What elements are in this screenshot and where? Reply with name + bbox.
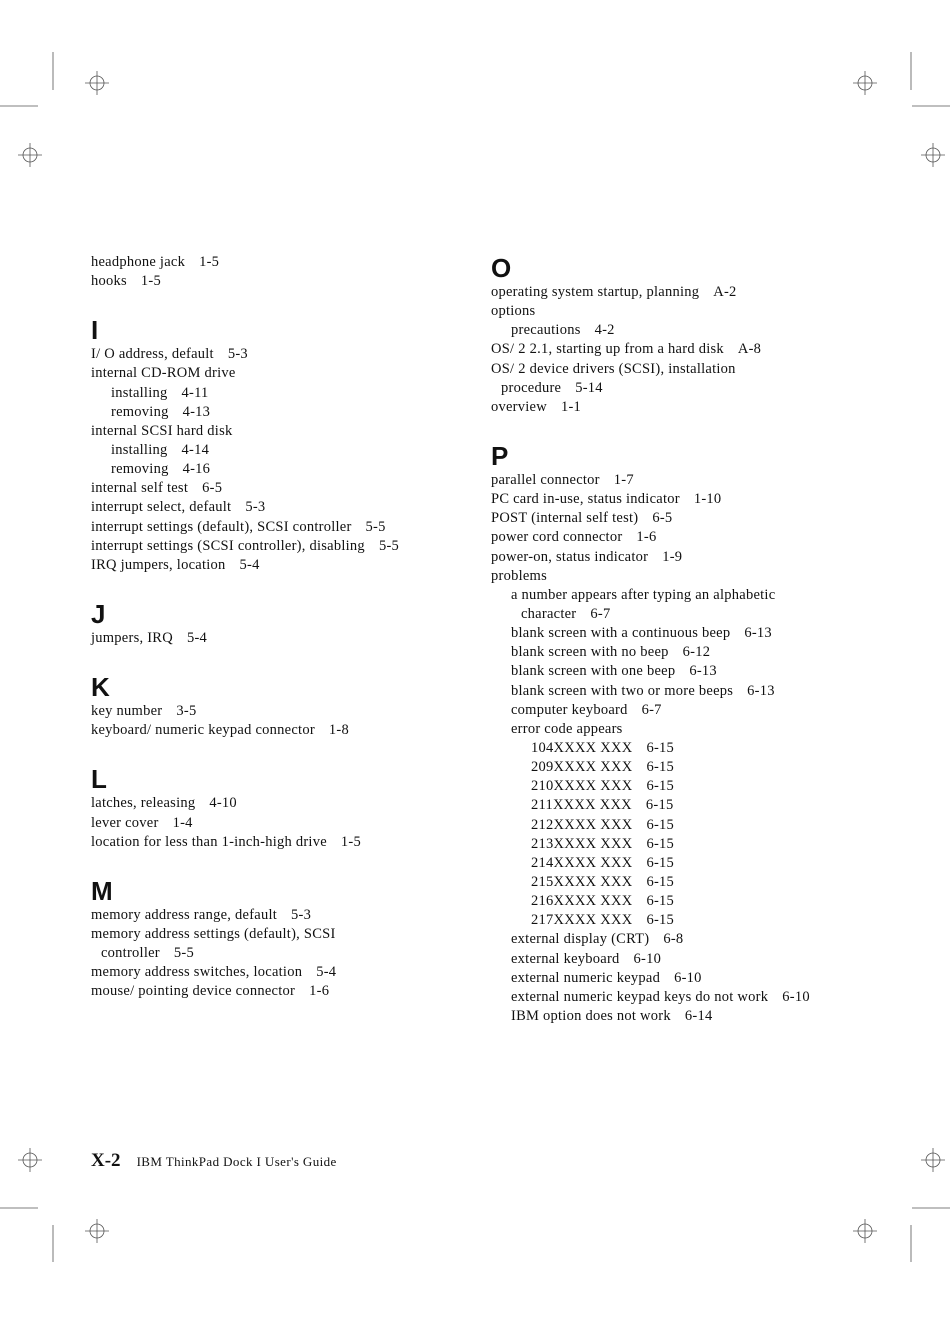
index-entry <box>91 384 471 403</box>
page-reference: 6-15 <box>646 739 675 756</box>
index-term: 214XXXX XXX <box>531 854 633 871</box>
page-reference: 4-11 <box>181 384 209 401</box>
index-entry <box>491 490 931 509</box>
index-term: mouse/ pointing device connector <box>91 983 296 1000</box>
index-entry <box>491 988 931 1007</box>
registration-mark-icon <box>853 71 877 95</box>
index-term: controller <box>101 945 160 962</box>
index-entry <box>491 283 931 302</box>
index-entry <box>491 911 931 930</box>
index-term: parallel connector <box>491 471 600 488</box>
index-entry <box>91 944 471 963</box>
page-reference: A-8 <box>737 341 762 358</box>
page-reference: 1-5 <box>199 254 220 270</box>
index-entry <box>91 364 471 383</box>
index-term: computer keyboard <box>511 701 628 718</box>
index-term: power-on, status indicator <box>491 548 649 565</box>
index-entry <box>91 556 471 575</box>
index-term: location for less than 1-inch-high drive <box>91 833 327 850</box>
index-term: operating system startup, planning <box>491 284 700 300</box>
index-entry <box>491 605 931 624</box>
index-term: blank screen with a continuous beep <box>511 625 731 642</box>
index-term: key number <box>91 703 163 720</box>
index-entry <box>91 460 471 479</box>
index-entry <box>91 537 471 556</box>
index-entry <box>491 739 931 758</box>
page-reference: 4-16 <box>182 461 211 478</box>
index-entry <box>491 796 931 815</box>
section-gap <box>491 417 931 441</box>
index-entry <box>491 835 931 854</box>
index-entry <box>491 930 931 949</box>
page-reference: 6-10 <box>633 950 662 967</box>
index-entry <box>91 814 471 833</box>
index-term: memory address switches, location <box>91 964 303 981</box>
index-term: external numeric keypad <box>511 969 661 986</box>
index-entry <box>491 360 931 379</box>
index-term: PC card in-use, status indicator <box>491 491 680 508</box>
index-term: external display (CRT) <box>511 931 650 948</box>
index-entry <box>91 963 471 982</box>
index-letter-heading: K <box>91 672 110 703</box>
page-reference: 4-14 <box>181 441 210 458</box>
page-reference: 5-5 <box>173 945 194 962</box>
page-reference: 6-15 <box>645 797 674 814</box>
page-reference: 6-15 <box>646 778 675 795</box>
page-reference: 6-7 <box>641 701 662 718</box>
index-term: IRQ jumpers, location <box>91 556 226 573</box>
index-entry <box>491 777 931 796</box>
index-entry <box>491 528 931 547</box>
registration-mark-icon <box>18 143 42 167</box>
registration-mark-icon <box>18 1148 42 1172</box>
index-entry <box>91 629 471 648</box>
page-reference: 6-15 <box>646 873 675 890</box>
index-letter-heading: I <box>91 315 99 346</box>
index-term: internal SCSI hard disk <box>91 422 233 439</box>
index-entry <box>91 479 471 498</box>
page-reference: 6-15 <box>646 759 675 776</box>
index-entry <box>491 321 931 340</box>
index-entry <box>491 471 931 490</box>
index-term: 216XXXX XXX <box>531 893 633 910</box>
page-reference: 1-8 <box>328 722 349 739</box>
page-reference: 1-5 <box>140 273 161 290</box>
index-term: problems <box>491 567 547 584</box>
index-term: memory address settings (default), SCSI <box>91 925 336 942</box>
index-entry <box>491 379 931 398</box>
page-reference: 6-10 <box>674 969 702 986</box>
page-reference: 6-5 <box>652 510 673 527</box>
index-column-right <box>491 253 931 1026</box>
index-entry <box>491 548 931 567</box>
index-term: overview <box>491 398 547 415</box>
index-term: character <box>521 605 577 622</box>
index-entry <box>491 873 931 892</box>
page-reference: 1-4 <box>172 814 193 831</box>
page-reference: 1-6 <box>636 529 657 546</box>
index-entry <box>491 302 931 321</box>
index-term: latches, releasing <box>91 795 196 812</box>
page-reference: 6-10 <box>782 988 810 1005</box>
section-gap <box>91 852 471 876</box>
page-reference: 5-4 <box>239 556 260 573</box>
index-term: procedure <box>501 379 562 396</box>
section-gap <box>91 648 471 672</box>
page-reference: 5-4 <box>316 964 337 981</box>
page-reference: 4-10 <box>209 795 237 812</box>
index-term: internal self test <box>91 480 189 497</box>
page-reference: 6-8 <box>663 931 684 948</box>
index-term: IBM option does not work <box>511 1007 671 1024</box>
page-reference: 4-13 <box>182 403 211 420</box>
index-entry <box>91 906 471 925</box>
registration-mark-icon <box>853 1219 877 1243</box>
index-entry <box>91 925 471 944</box>
page-reference: 6-15 <box>646 854 675 871</box>
index-column-left <box>91 253 471 1002</box>
index-letter-heading: J <box>91 598 106 629</box>
index-term: 104XXXX XXX <box>531 739 633 756</box>
index-term: 215XXXX XXX <box>531 873 633 890</box>
index-term: POST (internal self test) <box>491 510 639 527</box>
index-term: removing <box>111 403 169 420</box>
index-term: 210XXXX XXX <box>531 778 633 795</box>
index-term: options <box>491 303 536 320</box>
registration-mark-icon <box>921 143 945 167</box>
index-term: 211XXXX XXX <box>531 797 632 814</box>
index-entry <box>491 1007 931 1026</box>
index-term: error code appears <box>511 720 623 737</box>
index-entry <box>91 345 471 364</box>
page-reference: 5-3 <box>291 906 312 923</box>
page-reference: 6-15 <box>646 912 675 929</box>
index-term: installing <box>111 384 168 401</box>
index-entry <box>491 682 931 701</box>
registration-mark-icon <box>85 1219 109 1243</box>
page-reference: 5-14 <box>575 379 603 396</box>
index-term: precautions <box>511 322 581 339</box>
index-entry <box>91 441 471 460</box>
index-term: jumpers, IRQ <box>91 629 173 646</box>
index-term: keyboard/ numeric keypad connector <box>91 722 315 739</box>
index-entry <box>491 816 931 835</box>
index-letter-heading: O <box>491 253 512 283</box>
index-entry <box>491 854 931 873</box>
page-reference: 6-13 <box>689 663 717 680</box>
index-letter-heading: M <box>91 875 113 906</box>
index-term: blank screen with two or more beeps <box>511 682 734 699</box>
index-entry <box>91 422 471 441</box>
index-entry <box>491 567 931 586</box>
index-entry <box>491 340 931 359</box>
index-entry <box>91 702 471 721</box>
page-reference: 6-13 <box>747 682 775 699</box>
index-term: headphone jack <box>91 254 186 270</box>
index-term: interrupt settings (SCSI controller), disabling <box>91 537 365 554</box>
page-reference: 6-13 <box>744 625 772 642</box>
index-term: interrupt select, default <box>91 499 232 516</box>
page-reference: 5-4 <box>186 629 208 646</box>
index-entry <box>91 498 471 517</box>
index-entry <box>491 701 931 720</box>
index-entry <box>91 253 471 272</box>
index-letter-heading: L <box>91 764 107 795</box>
index-term: memory address range, default <box>91 906 278 923</box>
index-term: removing <box>111 461 169 478</box>
index-term: external numeric keypad keys do not work <box>511 988 769 1005</box>
index-entry <box>91 833 471 852</box>
registration-mark-icon <box>921 1148 945 1172</box>
index-letter-heading: P <box>491 440 509 471</box>
book-title: IBM ThinkPad Dock I User's Guide <box>136 1154 337 1169</box>
index-term: external keyboard <box>511 950 620 967</box>
page-reference: 5-3 <box>245 499 266 516</box>
index-term: OS/ 2 2.1, starting up from a hard disk <box>491 341 724 358</box>
index-term: power cord connector <box>491 529 623 546</box>
page-reference: 6-5 <box>202 480 223 497</box>
index-term: hooks <box>91 273 127 290</box>
index-term: 213XXXX XXX <box>531 835 633 852</box>
index-entry <box>91 518 471 537</box>
page-reference: 1-5 <box>340 833 361 850</box>
index-term: internal CD-ROM drive <box>91 365 236 382</box>
index-entry <box>491 720 931 739</box>
page-footer <box>91 1150 337 1172</box>
page-reference: 5-5 <box>365 518 386 535</box>
index-entry <box>91 721 471 740</box>
page-reference: 6-15 <box>646 816 675 833</box>
page-reference: 1-10 <box>693 491 722 508</box>
page-reference: 3-5 <box>176 703 197 720</box>
registration-mark-icon <box>85 71 109 95</box>
section-gap <box>91 575 471 599</box>
page-reference: 6-15 <box>646 893 675 910</box>
page-reference: 6-15 <box>646 835 675 852</box>
index-term: 209XXXX XXX <box>531 759 633 776</box>
index-term: interrupt settings (default), SCSI controller <box>91 518 352 535</box>
index-term: lever cover <box>91 814 159 831</box>
page-reference: A-2 <box>713 284 737 300</box>
index-entry <box>491 509 931 528</box>
page-reference: 5-5 <box>378 537 400 554</box>
page-reference: 6-7 <box>590 605 611 622</box>
index-entry <box>91 982 471 1001</box>
index-entry <box>491 969 931 988</box>
index-term: 212XXXX XXX <box>531 816 633 833</box>
page-number: X-2 <box>91 1150 121 1171</box>
index-entry <box>491 758 931 777</box>
index-entry <box>491 398 931 417</box>
page-reference: 1-7 <box>613 471 634 488</box>
index-term: OS/ 2 device drivers (SCSI), installation <box>491 360 736 377</box>
index-entry <box>491 892 931 911</box>
page-reference: 6-14 <box>684 1007 713 1024</box>
page-reference: 5-3 <box>227 346 248 363</box>
index-entry <box>91 794 471 813</box>
section-gap <box>91 291 471 315</box>
index-entry <box>91 272 471 291</box>
index-entry <box>491 643 931 662</box>
page-reference: 1-1 <box>560 398 582 415</box>
index-term: blank screen with one beep <box>511 663 676 680</box>
index-term: 217XXXX XXX <box>531 912 633 929</box>
section-gap <box>91 740 471 764</box>
index-entry <box>491 950 931 969</box>
index-term: blank screen with no beep <box>511 644 669 661</box>
page-reference: 1-9 <box>662 548 683 565</box>
page-reference: 6-12 <box>682 644 711 661</box>
index-entry <box>491 624 931 643</box>
index-term: I/ O address, default <box>91 346 214 363</box>
index-entry <box>491 586 931 605</box>
index-entry <box>91 403 471 422</box>
index-term: a number appears after typing an alphabetic <box>511 586 776 603</box>
page-reference: 1-6 <box>309 983 330 1000</box>
page-reference: 4-2 <box>594 322 615 339</box>
index-term: installing <box>111 441 168 458</box>
index-entry <box>491 662 931 681</box>
